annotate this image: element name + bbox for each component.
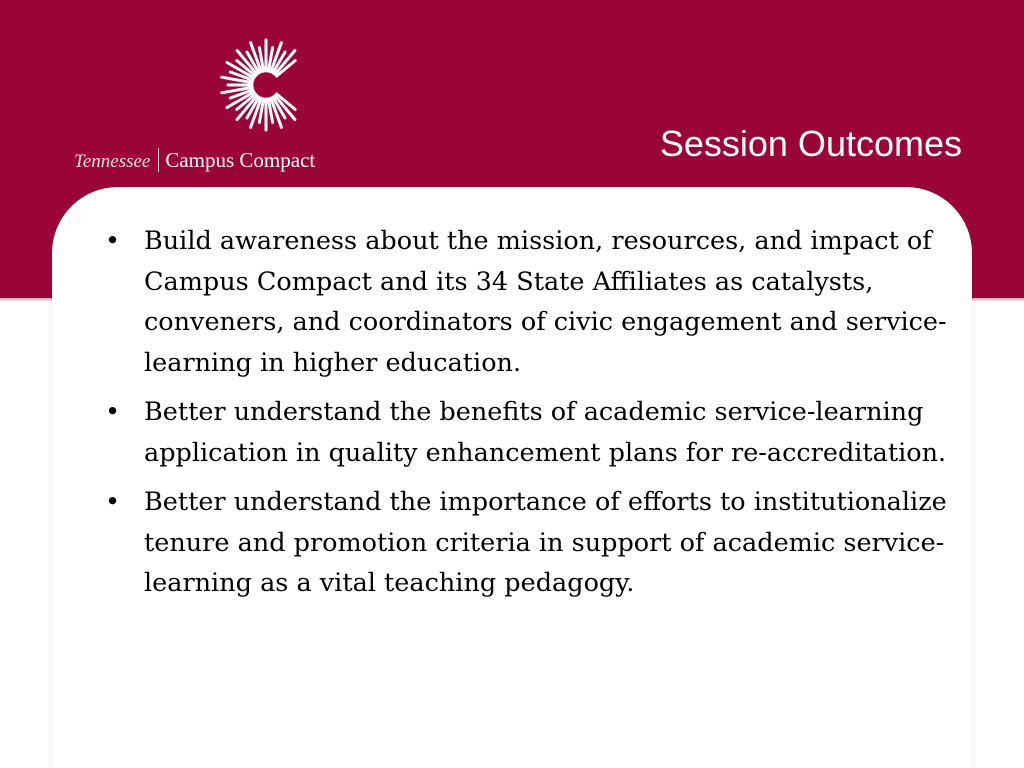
logo-state-name: Tennessee — [74, 151, 151, 172]
outcome-text-3: Better understand the importance of efforts to institutionalize tenure and promotion criteria in support of academic service-learning as a vital teaching pedagogy. — [144, 487, 947, 598]
outcome-text-2: Better understand the benefits of academic service-learning application in quality enhancement plans for re-accreditation. — [144, 397, 947, 468]
logo-organization-name: Campus Compact — [165, 148, 316, 172]
outcome-item-3 — [52, 482, 952, 604]
logo-wordmark — [74, 148, 315, 174]
outcome-text-1: Build awareness about the mission, resources, and impact of Campus Compact and its 34 State Affiliates as catalysts, conveners, and coordinators of civic engagement and service-learning in higher education. — [144, 226, 947, 378]
logo-divider — [158, 148, 159, 172]
outcome-item-2 — [52, 392, 952, 473]
outcome-item-1 — [52, 221, 952, 383]
slide-title: Session Outcomes — [659, 123, 962, 164]
campus-compact-logo — [74, 30, 364, 180]
bullet-marker: • — [105, 226, 121, 256]
sunburst-c-icon — [214, 30, 314, 140]
outcomes-list — [52, 221, 952, 613]
bullet-marker: • — [105, 397, 121, 427]
bullet-marker: • — [105, 487, 121, 517]
